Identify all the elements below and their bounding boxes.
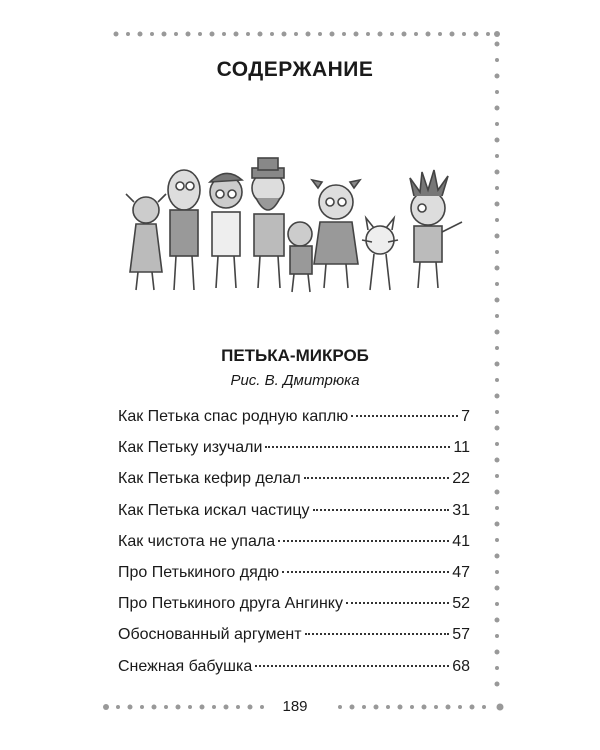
toc-entry[interactable]: [118, 593, 470, 624]
toc-entry-title: Как Петька искал частицу: [118, 501, 310, 519]
toc-leader-dots: [282, 571, 449, 573]
toc-leader-dots: [278, 540, 449, 542]
character-hat: [252, 158, 284, 288]
character-tall-left: [168, 170, 200, 290]
toc-entry[interactable]: [118, 437, 470, 468]
toc-entry[interactable]: [118, 562, 470, 593]
toc-entry-page: 41: [452, 532, 470, 550]
toc-leader-dots: [351, 415, 458, 417]
toc-entry[interactable]: [118, 468, 470, 499]
toc-entry[interactable]: [118, 624, 470, 655]
toc-entry[interactable]: [118, 656, 470, 687]
table-of-contents: [118, 406, 470, 687]
toc-entry-title: Обоснованный аргумент: [118, 626, 302, 644]
toc-entry-page: 52: [452, 595, 470, 613]
toc-entry-title: Про Петькиного друга Ангинку: [118, 595, 343, 613]
page-title: СОДЕРЖАНИЕ: [216, 58, 374, 81]
cartoon-characters-illustration: [122, 152, 470, 298]
toc-entry-title: Как чистота не упала: [118, 532, 276, 550]
toc-entry[interactable]: [118, 406, 470, 437]
character-small-boy: [288, 222, 312, 292]
toc-entry[interactable]: [118, 531, 470, 562]
toc-entry[interactable]: [118, 500, 470, 531]
decorative-border-right: [492, 34, 502, 714]
character-cat: [362, 218, 398, 290]
toc-entry-page: 22: [452, 470, 470, 488]
toc-entry-title: Как Петька кефир делал: [118, 470, 301, 488]
decorative-border-top: [112, 30, 500, 38]
toc-entry-title: Как Петьку изучали: [118, 439, 263, 457]
page-number: 189: [270, 698, 320, 715]
toc-entry-page: 7: [461, 408, 470, 425]
toc-entry-page: 47: [452, 563, 470, 581]
toc-leader-dots: [255, 665, 449, 667]
toc-leader-dots: [346, 602, 449, 604]
section-subtitle: Рис. В. Дмитрюка: [230, 372, 360, 389]
toc-leader-dots: [305, 633, 450, 635]
section-title: ПЕТЬКА-МИКРОБ: [221, 346, 369, 365]
toc-entry-title: Как Петька спас родную каплю: [118, 408, 349, 425]
toc-entry-page: 57: [452, 626, 470, 644]
toc-entry-title: Снежная бабушка: [118, 657, 253, 675]
toc-entry-page: 31: [452, 501, 470, 519]
character-girl-left: [126, 194, 166, 290]
toc-leader-dots: [304, 477, 450, 479]
character-cap: [210, 173, 242, 288]
toc-entry-title: Про Петькиного дядю: [118, 563, 280, 581]
toc-leader-dots: [265, 446, 450, 448]
character-spiky-boy: [410, 170, 462, 288]
toc-entry-page: 11: [453, 439, 470, 457]
toc-leader-dots: [313, 509, 450, 511]
toc-entry-page: 68: [452, 657, 470, 675]
character-girl-bows: [312, 180, 360, 288]
